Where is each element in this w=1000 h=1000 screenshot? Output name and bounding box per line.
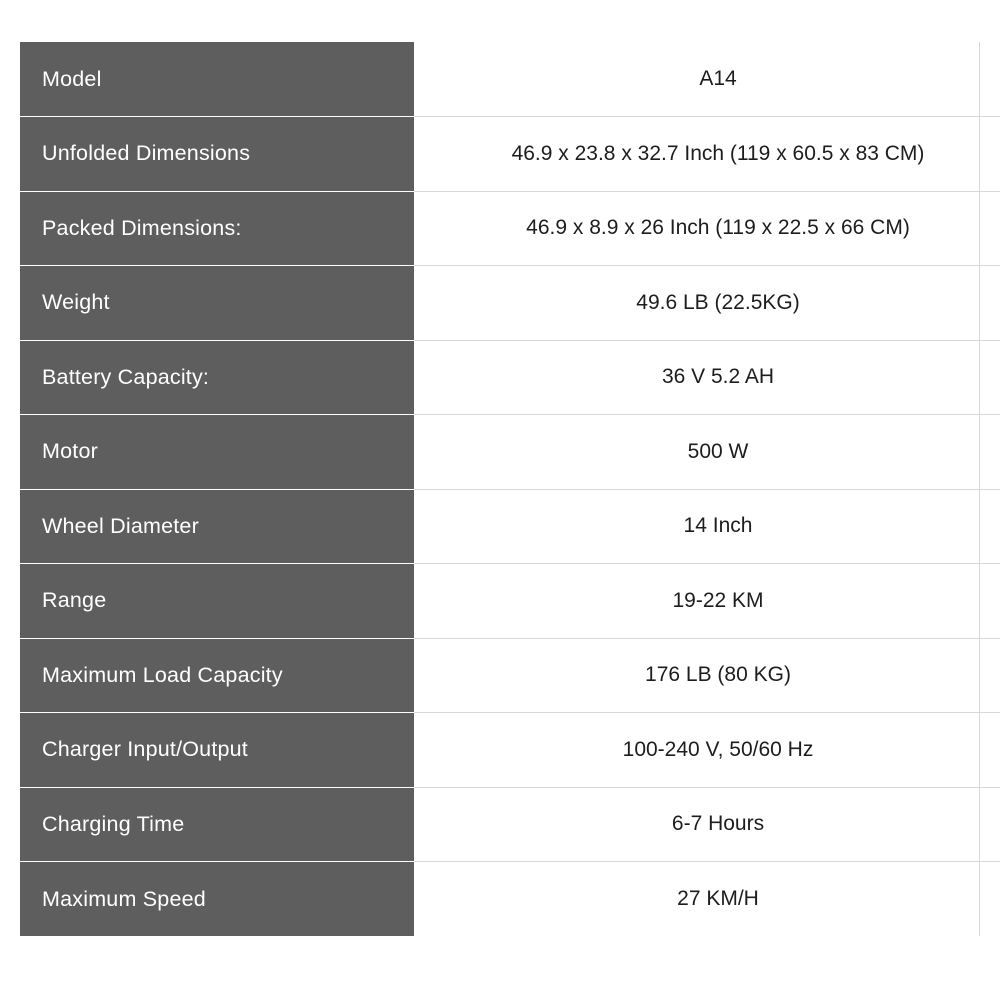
- spec-value-range: 19-22 KM: [414, 564, 1000, 639]
- spec-label-range: Range: [20, 564, 414, 639]
- spec-value-weight: 49.6 LB (22.5KG): [414, 266, 1000, 341]
- spec-label-charger-input-output: Charger Input/Output: [20, 713, 414, 788]
- spec-value-wheel-diameter: 14 Inch: [414, 489, 1000, 564]
- spec-value-maximum-load-capacity: 176 LB (80 KG): [414, 638, 1000, 713]
- spec-label-wheel-diameter: Wheel Diameter: [20, 489, 414, 564]
- table-row: [20, 638, 1000, 713]
- table-row: [20, 713, 1000, 788]
- spec-value-packed-dimensions: 46.9 x 8.9 x 26 Inch (119 x 22.5 x 66 CM): [414, 191, 1000, 266]
- table-frame: [20, 42, 980, 936]
- table-body: [20, 42, 1000, 936]
- spec-label-charging-time: Charging Time: [20, 787, 414, 862]
- spec-value-unfolded-dimensions: 46.9 x 23.8 x 32.7 Inch (119 x 60.5 x 83 CM): [414, 117, 1000, 192]
- table-row: [20, 340, 1000, 415]
- table-row: [20, 42, 1000, 117]
- spec-value-charger-input-output: 100-240 V, 50/60 Hz: [414, 713, 1000, 788]
- specification-table: [20, 42, 1000, 936]
- table-row: [20, 862, 1000, 937]
- spec-label-motor: Motor: [20, 415, 414, 490]
- table-row: [20, 266, 1000, 341]
- spec-label-unfolded-dimensions: Unfolded Dimensions: [20, 117, 414, 192]
- table-row: [20, 787, 1000, 862]
- table-row: [20, 191, 1000, 266]
- spec-value-motor: 500 W: [414, 415, 1000, 490]
- spec-value-model: A14: [414, 42, 1000, 117]
- table-row: [20, 564, 1000, 639]
- spec-label-model: Model: [20, 42, 414, 117]
- spec-value-battery-capacity: 36 V 5.2 AH: [414, 340, 1000, 415]
- spec-label-battery-capacity: Battery Capacity:: [20, 340, 414, 415]
- spec-label-packed-dimensions: Packed Dimensions:: [20, 191, 414, 266]
- spec-value-charging-time: 6-7 Hours: [414, 787, 1000, 862]
- table-row: [20, 117, 1000, 192]
- table-row: [20, 415, 1000, 490]
- table-row: [20, 489, 1000, 564]
- spec-value-maximum-speed: 27 KM/H: [414, 862, 1000, 937]
- spec-label-weight: Weight: [20, 266, 414, 341]
- spec-label-maximum-load-capacity: Maximum Load Capacity: [20, 638, 414, 713]
- spec-label-maximum-speed: Maximum Speed: [20, 862, 414, 937]
